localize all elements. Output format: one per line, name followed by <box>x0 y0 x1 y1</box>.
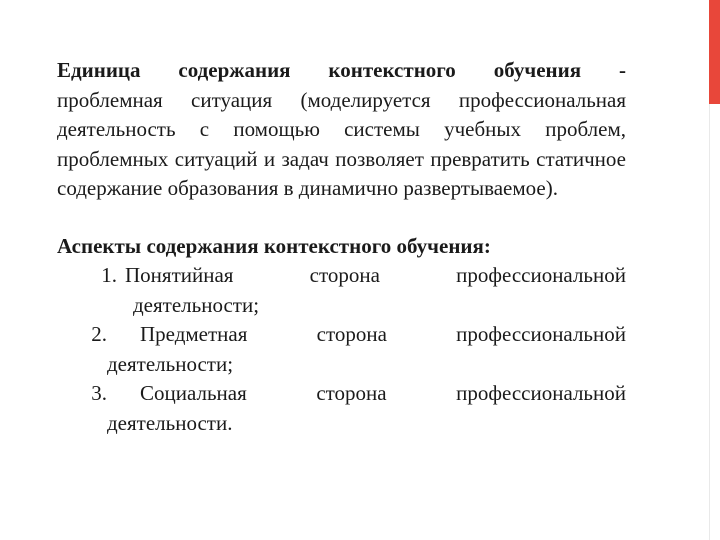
aspects-title: Аспекты содержания контекстного обучения: <box>57 233 491 258</box>
aspect-body <box>107 379 626 438</box>
definition-paragraph <box>57 56 626 204</box>
aspect-word: Понятийная <box>125 263 234 287</box>
aspect-word: профессиональной <box>456 381 626 405</box>
aspect-word: сторона <box>309 263 380 287</box>
definition-term: Единица содержания контекстного обучения - <box>57 58 626 82</box>
aspect-word: сторона <box>316 322 387 346</box>
aspect-number: 3. <box>91 381 107 405</box>
definition-text: проблемная ситуация (моделируется профессиональная деятельность с помощью системы учебных проблем, проблемных ситуаций и задач позволяет превратить статичное содержание образования в динамично развертываемое). <box>57 87 626 200</box>
aspect-line <box>107 379 626 409</box>
aspect-body <box>117 261 626 320</box>
aspect-word: профессиональной <box>456 322 626 346</box>
aspect-number: 2. <box>91 322 107 346</box>
aspect-word: Предметная <box>140 322 248 346</box>
accent-bar <box>709 0 720 104</box>
aspect-continuation: деятельности. <box>107 410 233 435</box>
aspect-word: профессиональной <box>456 263 626 287</box>
accent-divider <box>709 104 710 540</box>
aspect-word: сторона <box>316 381 387 405</box>
aspect-line <box>125 261 626 291</box>
aspect-item <box>57 379 626 438</box>
aspect-item <box>57 261 626 320</box>
slide-content <box>57 56 626 438</box>
aspect-line <box>107 320 626 350</box>
aspect-body <box>107 320 626 379</box>
aspect-word: Социальная <box>140 381 247 405</box>
aspects-section <box>57 232 626 439</box>
aspect-number: 1. <box>101 263 117 287</box>
aspect-continuation: деятельности; <box>107 351 234 376</box>
aspect-continuation: деятельности; <box>133 292 260 317</box>
aspect-item <box>57 320 626 379</box>
